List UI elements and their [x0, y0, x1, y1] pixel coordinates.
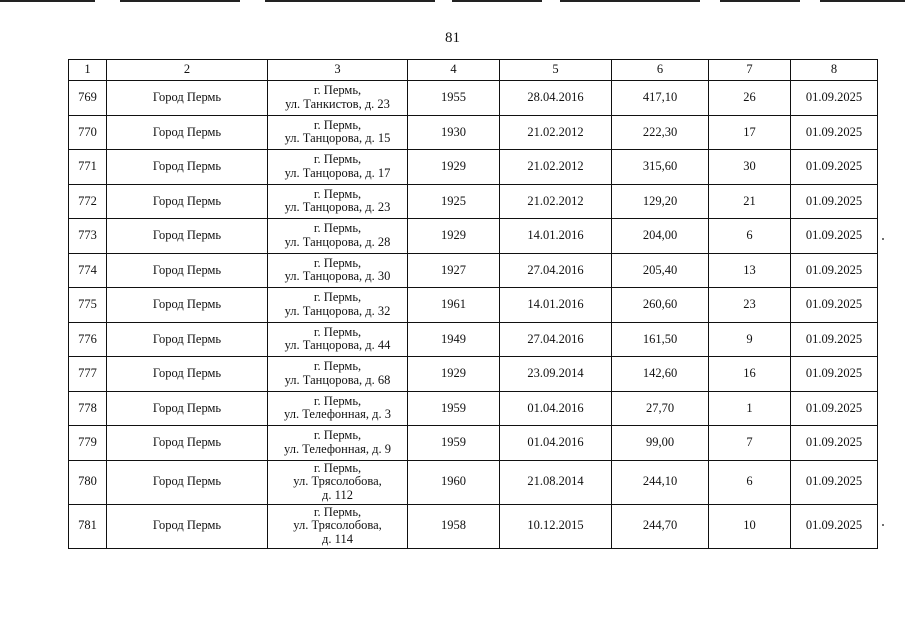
row-number-cell: 777 — [69, 357, 107, 392]
address-line: д. 114 — [322, 531, 353, 546]
date-cell: 27.04.2016 — [500, 253, 612, 288]
area-cell: 129,20 — [612, 184, 709, 219]
deadline-cell: 01.09.2025 — [791, 504, 878, 548]
column-header: 6 — [612, 60, 709, 81]
year-cell: 1929 — [408, 357, 500, 392]
scan-edge-rule — [820, 0, 905, 2]
address-cell — [268, 150, 408, 185]
row-number-cell: 781 — [69, 504, 107, 548]
year-cell: 1925 — [408, 184, 500, 219]
address-line: г. Пермь, — [313, 324, 362, 339]
table-row — [69, 184, 878, 219]
address-line: ул. Трясолобова, — [293, 474, 382, 489]
address-line: д. 112 — [322, 487, 353, 502]
table-row — [69, 253, 878, 288]
date-cell: 01.04.2016 — [500, 426, 612, 461]
address-cell — [268, 115, 408, 150]
count-cell: 26 — [709, 81, 791, 116]
municipality-cell: Город Пермь — [107, 288, 268, 323]
scan-edge-rule — [720, 0, 800, 2]
row-number-cell: 775 — [69, 288, 107, 323]
table-row — [69, 115, 878, 150]
deadline-cell: 01.09.2025 — [791, 426, 878, 461]
table-row — [69, 150, 878, 185]
area-cell: 205,40 — [612, 253, 709, 288]
area-cell: 417,10 — [612, 81, 709, 116]
year-cell: 1961 — [408, 288, 500, 323]
address-cell — [268, 426, 408, 461]
scan-edge-rule — [0, 0, 95, 2]
row-number-cell: 779 — [69, 426, 107, 461]
count-cell: 7 — [709, 426, 791, 461]
municipality-cell: Город Пермь — [107, 357, 268, 392]
count-cell: 16 — [709, 357, 791, 392]
row-number-cell: 774 — [69, 253, 107, 288]
address-cell — [268, 219, 408, 254]
count-cell: 6 — [709, 219, 791, 254]
area-cell: 244,70 — [612, 504, 709, 548]
table-body — [69, 81, 878, 549]
municipality-cell: Город Пермь — [107, 504, 268, 548]
municipality-cell: Город Пермь — [107, 426, 268, 461]
area-cell: 260,60 — [612, 288, 709, 323]
address-line: ул. Танцорова, д. 68 — [284, 372, 391, 387]
municipality-cell: Город Пермь — [107, 253, 268, 288]
column-header: 2 — [107, 60, 268, 81]
deadline-cell: 01.09.2025 — [791, 150, 878, 185]
deadline-cell: 01.09.2025 — [791, 322, 878, 357]
table-row — [69, 426, 878, 461]
year-cell: 1927 — [408, 253, 500, 288]
address-cell — [268, 253, 408, 288]
deadline-cell: 01.09.2025 — [791, 184, 878, 219]
date-cell: 14.01.2016 — [500, 288, 612, 323]
year-cell: 1959 — [408, 391, 500, 426]
count-cell: 21 — [709, 184, 791, 219]
table-row — [69, 357, 878, 392]
date-cell: 23.09.2014 — [500, 357, 612, 392]
table-row — [69, 504, 878, 548]
header-row — [69, 60, 878, 81]
count-cell: 1 — [709, 391, 791, 426]
scan-edge-rule — [452, 0, 542, 2]
row-number-cell: 769 — [69, 81, 107, 116]
address-cell — [268, 81, 408, 116]
deadline-cell: 01.09.2025 — [791, 357, 878, 392]
date-cell: 14.01.2016 — [500, 219, 612, 254]
page-number: 81 — [445, 30, 460, 46]
row-number-cell: 780 — [69, 460, 107, 504]
column-header: 5 — [500, 60, 612, 81]
address-line: г. Пермь, — [313, 117, 362, 132]
row-number-cell: 772 — [69, 184, 107, 219]
scan-speck — [882, 238, 884, 240]
address-cell — [268, 184, 408, 219]
deadline-cell: 01.09.2025 — [791, 391, 878, 426]
date-cell: 21.02.2012 — [500, 150, 612, 185]
row-number-cell: 771 — [69, 150, 107, 185]
date-cell: 01.04.2016 — [500, 391, 612, 426]
deadline-cell: 01.09.2025 — [791, 460, 878, 504]
column-header: 7 — [709, 60, 791, 81]
row-number-cell: 778 — [69, 391, 107, 426]
table-row — [69, 288, 878, 323]
count-cell: 6 — [709, 460, 791, 504]
address-line: г. Пермь, — [313, 359, 362, 374]
year-cell: 1949 — [408, 322, 500, 357]
registry-table — [68, 59, 878, 549]
date-cell: 21.02.2012 — [500, 115, 612, 150]
table-row — [69, 322, 878, 357]
municipality-cell: Город Пермь — [107, 115, 268, 150]
date-cell: 27.04.2016 — [500, 322, 612, 357]
address-line: г. Пермь, — [313, 83, 362, 98]
year-cell: 1958 — [408, 504, 500, 548]
deadline-cell: 01.09.2025 — [791, 115, 878, 150]
address-line: г. Пермь, — [313, 393, 362, 408]
date-cell: 21.02.2012 — [500, 184, 612, 219]
address-line: ул. Танкистов, д. 23 — [285, 96, 390, 111]
year-cell: 1955 — [408, 81, 500, 116]
municipality-cell: Город Пермь — [107, 460, 268, 504]
count-cell: 13 — [709, 253, 791, 288]
address-line: г. Пермь, — [313, 221, 362, 236]
year-cell: 1929 — [408, 150, 500, 185]
column-header: 4 — [408, 60, 500, 81]
table-row — [69, 219, 878, 254]
column-header: 8 — [791, 60, 878, 81]
date-cell: 28.04.2016 — [500, 81, 612, 116]
area-cell: 204,00 — [612, 219, 709, 254]
address-cell — [268, 288, 408, 323]
deadline-cell: 01.09.2025 — [791, 81, 878, 116]
address-cell — [268, 357, 408, 392]
area-cell: 222,30 — [612, 115, 709, 150]
scan-edge-rule — [265, 0, 435, 2]
table-row — [69, 460, 878, 504]
year-cell: 1929 — [408, 219, 500, 254]
date-cell: 10.12.2015 — [500, 504, 612, 548]
year-cell: 1959 — [408, 426, 500, 461]
address-line: г. Пермь, — [313, 504, 362, 519]
address-line: ул. Танцорова, д. 17 — [284, 165, 391, 180]
address-line: ул. Танцорова, д. 30 — [284, 269, 391, 284]
scan-speck — [882, 524, 884, 526]
address-line: ул. Танцорова, д. 44 — [284, 338, 391, 353]
address-line: ул. Телефонная, д. 3 — [284, 407, 391, 422]
address-line: г. Пермь, — [313, 255, 362, 270]
address-line: г. Пермь, — [313, 152, 362, 167]
address-line: г. Пермь, — [313, 428, 362, 443]
date-cell: 21.08.2014 — [500, 460, 612, 504]
address-line: ул. Телефонная, д. 9 — [284, 441, 391, 456]
deadline-cell: 01.09.2025 — [791, 288, 878, 323]
count-cell: 10 — [709, 504, 791, 548]
year-cell: 1930 — [408, 115, 500, 150]
address-line: г. Пермь, — [313, 186, 362, 201]
scan-edge-rule — [560, 0, 700, 2]
area-cell: 99,00 — [612, 426, 709, 461]
address-cell — [268, 322, 408, 357]
count-cell: 23 — [709, 288, 791, 323]
scan-edge-rule — [120, 0, 240, 2]
address-line: ул. Танцорова, д. 15 — [284, 131, 391, 146]
address-line: г. Пермь, — [313, 460, 362, 475]
area-cell: 142,60 — [612, 357, 709, 392]
area-cell: 27,70 — [612, 391, 709, 426]
deadline-cell: 01.09.2025 — [791, 219, 878, 254]
municipality-cell: Город Пермь — [107, 322, 268, 357]
address-line: ул. Танцорова, д. 28 — [284, 234, 391, 249]
address-line: ул. Трясолобова, — [293, 518, 382, 533]
municipality-cell: Город Пермь — [107, 391, 268, 426]
area-cell: 244,10 — [612, 460, 709, 504]
count-cell: 17 — [709, 115, 791, 150]
address-line: г. Пермь, — [313, 290, 362, 305]
column-header: 1 — [69, 60, 107, 81]
row-number-cell: 770 — [69, 115, 107, 150]
column-header: 3 — [268, 60, 408, 81]
address-cell — [268, 391, 408, 426]
table-row — [69, 81, 878, 116]
area-cell: 161,50 — [612, 322, 709, 357]
row-number-cell: 776 — [69, 322, 107, 357]
deadline-cell: 01.09.2025 — [791, 253, 878, 288]
municipality-cell: Город Пермь — [107, 184, 268, 219]
area-cell: 315,60 — [612, 150, 709, 185]
year-cell: 1960 — [408, 460, 500, 504]
address-cell — [268, 504, 408, 548]
municipality-cell: Город Пермь — [107, 81, 268, 116]
address-line: ул. Танцорова, д. 23 — [284, 200, 391, 215]
municipality-cell: Город Пермь — [107, 150, 268, 185]
municipality-cell: Город Пермь — [107, 219, 268, 254]
count-cell: 30 — [709, 150, 791, 185]
address-cell — [268, 460, 408, 504]
row-number-cell: 773 — [69, 219, 107, 254]
count-cell: 9 — [709, 322, 791, 357]
table-row — [69, 391, 878, 426]
address-line: ул. Танцорова, д. 32 — [284, 303, 391, 318]
